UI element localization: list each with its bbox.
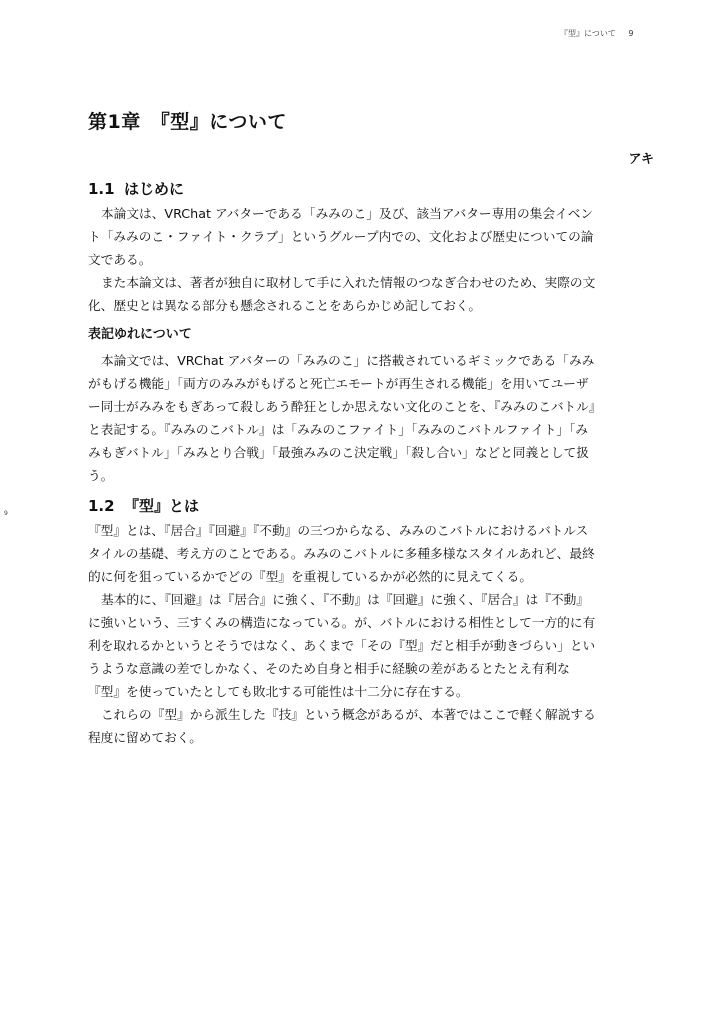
section-number: 1.2 [88, 497, 115, 515]
text-line: ト「みみのこ・ファイト・クラブ」というグループ内での、文化および歴史についての論 [88, 229, 594, 244]
paragraph [88, 202, 654, 271]
text-line: また本論文は、著者が独自に取材して手に入れた情報のつなぎ合わせのため、実際の文 [101, 275, 596, 290]
text-line: 本論文は、VRChat アバターである「みみのこ」及び、該当アバター専用の集会イベン [101, 206, 594, 221]
section-title: 『型』とは [124, 497, 200, 515]
running-header-title: 『型』について [560, 29, 616, 38]
running-header [560, 28, 633, 39]
text-line: これらの『型』から派生した『技』という概念があるが、本著ではここで軽く解説する [101, 707, 596, 722]
text-line: う。 [88, 468, 114, 483]
text-line: 文である。 [88, 252, 152, 267]
paragraph [88, 519, 654, 588]
subsection-heading: 表記ゆれについて [88, 327, 192, 342]
text-line: タイルの基礎、考え方のことである。みみのこバトルに多種多様なスタイルあれど、最終 [88, 546, 595, 561]
text-line: みもぎバトル」「みみとり合戦」「最強みみのこ決定戦」「殺し合い」などと同義として扱 [88, 445, 589, 460]
text-line: うような意識の差でしかなく、そのため自身と相手に経験の差があるとたとえ有利な [88, 661, 570, 676]
text-line: がもげる機能」「両方のみみがもげると死亡エモートが再生される機能」を用いてユーザ [88, 376, 589, 391]
page-content [88, 108, 654, 749]
text-line: 基本的に、『回避』は『居合』に強く、『不動』は『回避』に強く、『居合』は『不動』 [101, 592, 589, 607]
text-line: 本論文では、VRChat アバターの「みみのこ」に搭載されているギミックである「みみ [101, 353, 595, 368]
text-line: 化、歴史とは異なる部分も懸念されることをあらかじめ記しておく。 [88, 298, 482, 313]
paragraph [88, 588, 654, 703]
author-name: アキ [628, 152, 654, 167]
text-line: 『型』とは、『居合』『回避』『不動』の三つからなる、みみのこバトルにおけるバトルス [88, 523, 589, 538]
text-line: に強いという、三すくみの構造になっている。が、バトルにおける相性として一方的に有 [88, 615, 596, 630]
text-line: 的に何を狙っているかでどの『型』を重視しているかが必然的に見えてくる。 [88, 569, 533, 584]
text-line: 『型』を使っていたとしても敗北する可能性は十二分に存在する。 [88, 684, 469, 699]
paragraph [88, 271, 654, 317]
text-line: と表記する。『みみのこバトル』は「みみのこファイト」「みみのこバトルファイト」「み [88, 422, 589, 437]
section-heading-1-2 [88, 493, 654, 519]
text-line: ー同士がみみをもぎあって殺しあう酔狂としか思えない文化のことを、『みみのこバトル』 [88, 399, 602, 414]
text-line: 程度に留めておく。 [88, 730, 202, 745]
page-number: 9 [628, 29, 634, 38]
section-heading-1-1 [88, 176, 654, 202]
chapter-title: 第1章 『型』について [88, 111, 287, 133]
paragraph [88, 703, 654, 749]
margin-mark: 9 [4, 510, 8, 517]
section-title: はじめに [124, 180, 185, 198]
text-line: 利を取れるかというとそうではなく、あくまで「その『型』だと相手が動きづらい」とい [88, 638, 596, 653]
section-number: 1.1 [88, 180, 115, 198]
paragraph [88, 349, 654, 487]
